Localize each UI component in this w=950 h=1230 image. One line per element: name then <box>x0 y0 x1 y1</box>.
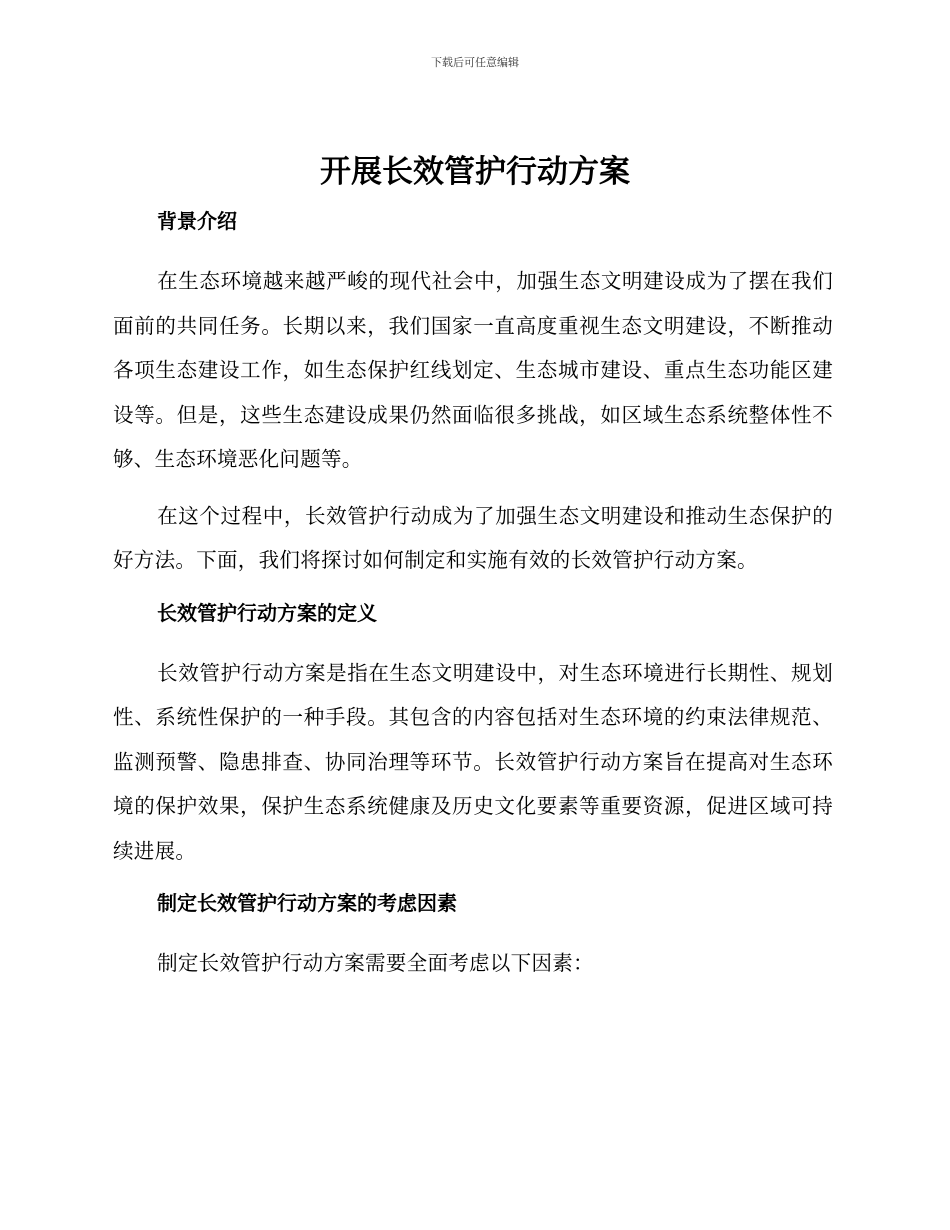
paragraph: 在这个过程中，长效管护行动成为了加强生态文明建设和推动生态保护的好方法。下面，我们将探讨如何制定和实施有效的长效管护行动方案。 <box>113 503 833 572</box>
section-heading: 制定长效管护行动方案的考虑因素 <box>157 891 457 915</box>
paragraph: 长效管护行动方案是指在生态文明建设中，对生态环境进行长期性、规划性、系统性保护的一种手段。其包含的内容包括对生态环境的约束法律规范、监测预警、隐患排查、协同治理等环节。长效管护行动方案旨在提高对生态环境的保护效果，保护生态系统健康及历史文化要素等重要资源，促进区域可持续进展。 <box>113 660 833 863</box>
paragraph: 在生态环境越来越严峻的现代社会中，加强生态文明建设成为了摆在我们面前的共同任务。长期以来，我们国家一直高度重视生态文明建设，不断推动各项生态建设工作，如生态保护红线划定、生态城市建设、重点生态功能区建设等。但是，这些生态建设成果仍然面临很多挑战，如区域生态系统整体性不够、生态环境恶化问题等。 <box>113 269 833 471</box>
section-heading: 长效管护行动方案的定义 <box>157 600 377 625</box>
paragraph: 制定长效管护行动方案需要全面考虑以下因素： <box>157 951 594 975</box>
section-considerations <box>113 885 833 986</box>
document-body <box>113 203 833 986</box>
page-header-note: 下载后可任意编辑 <box>431 56 519 69</box>
section-background <box>113 203 833 583</box>
section-definition <box>113 595 833 874</box>
section-heading: 背景介绍 <box>157 209 237 233</box>
document-title: 开展长效管护行动方案 <box>320 154 630 190</box>
